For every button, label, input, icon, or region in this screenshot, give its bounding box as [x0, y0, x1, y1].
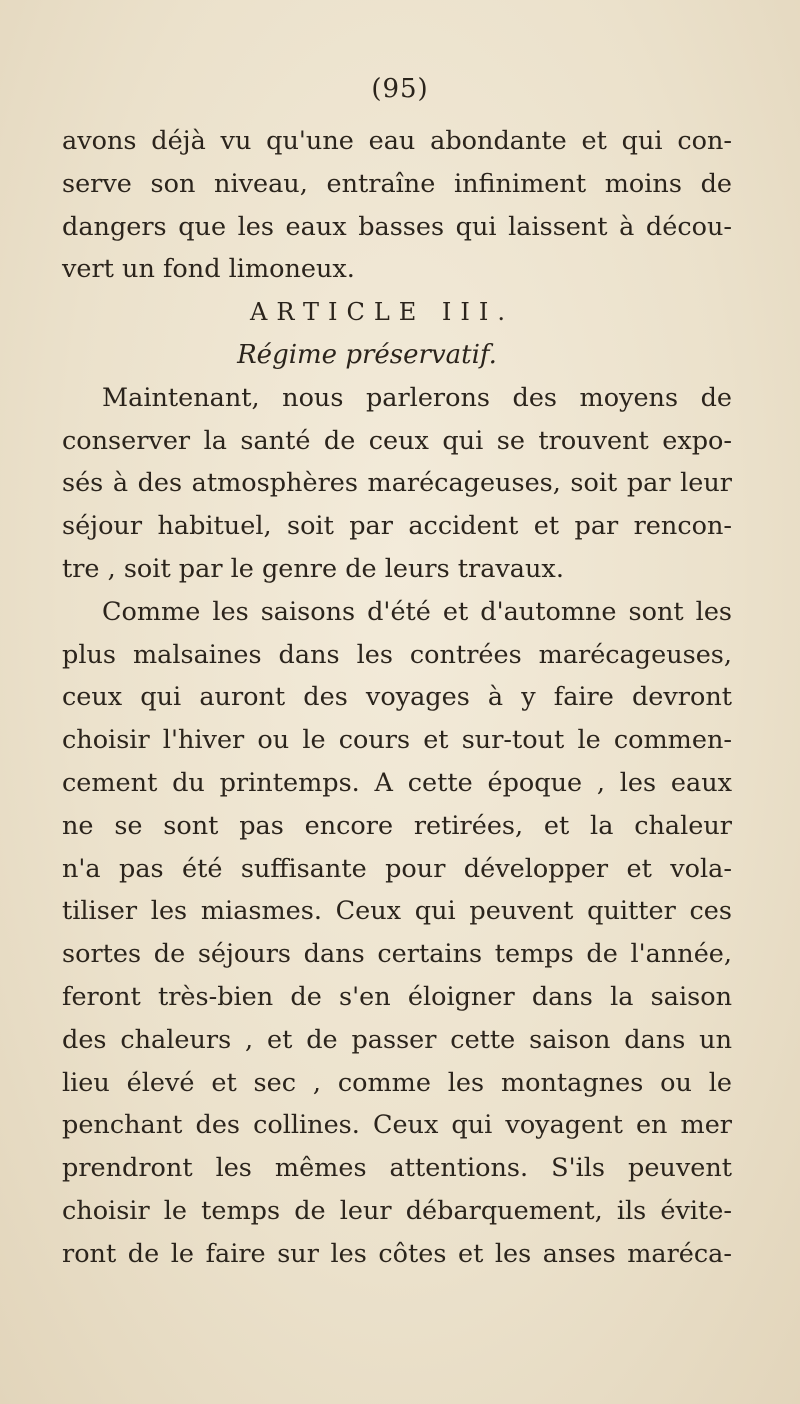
- text-line: tiliser les miasmes. Ceux qui peuvent quitter ces: [62, 896, 732, 927]
- text-line: séjour habituel, soit par accident et par rencon-: [62, 511, 732, 542]
- text-line: lieu élevé et sec , comme les montagnes ou le: [62, 1067, 732, 1098]
- text-line: dangers que les eaux basses qui laissent à décou-: [62, 211, 732, 242]
- text-line: Maintenant, nous parlerons des moyens de: [102, 382, 732, 413]
- text-block: [62, 120, 732, 1276]
- text-line: des chaleurs , et de passer cette saison dans un: [62, 1024, 732, 1055]
- section-subheading: Régime préservatif.: [237, 339, 497, 370]
- text-line: choisir le temps de leur débarquement, ils évite-: [62, 1195, 732, 1226]
- text-line: ceux qui auront des voyages à y faire devront: [62, 682, 732, 713]
- text-line: tre , soit par le genre de leurs travaux.: [62, 553, 564, 584]
- text-line: serve son niveau, entraîne infiniment moins de: [62, 168, 732, 199]
- text-line: choisir l'hiver ou le cours et sur-tout le commen-: [62, 725, 732, 756]
- text-line: plus malsaines dans les contrées marécageuses,: [62, 639, 732, 670]
- text-line: ne se sont pas encore retirées, et la chaleur: [62, 810, 732, 841]
- text-line: avons déjà vu qu'une eau abondante et qui con-: [62, 126, 732, 156]
- text-line: cement du printemps. A cette époque , les eaux: [62, 767, 732, 798]
- text-line: Comme les saisons d'été et d'automne sont les: [102, 596, 732, 627]
- text-line: ront de le faire sur les côtes et les anses maréca-: [62, 1238, 732, 1269]
- text-line: sortes de séjours dans certains temps de l'année,: [62, 939, 732, 970]
- page-number: (95): [371, 74, 429, 104]
- text-line: vert un fond limoneux.: [62, 254, 355, 285]
- text-line: feront très-bien de s'en éloigner dans la saison: [62, 981, 732, 1012]
- article-heading: ARTICLE III.: [250, 298, 514, 327]
- text-line: penchant des collines. Ceux qui voyagent en mer: [62, 1110, 732, 1141]
- text-line: conserver la santé de ceux qui se trouvent expo-: [62, 425, 732, 456]
- text-line: n'a pas été suffisante pour développer et vola-: [62, 853, 732, 884]
- text-line: prendront les mêmes attentions. S'ils peuvent: [62, 1153, 732, 1184]
- text-line: sés à des atmosphères marécageuses, soit par leur: [62, 468, 732, 499]
